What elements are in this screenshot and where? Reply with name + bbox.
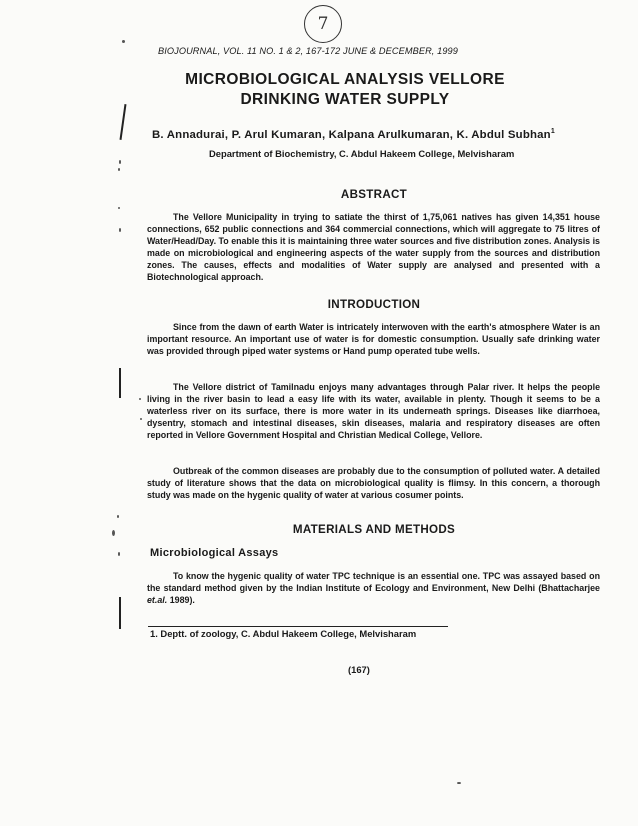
methods-subheading: Microbiological Assays [150, 547, 279, 559]
scan-speck [112, 530, 115, 536]
margin-mark [119, 597, 121, 629]
introduction-paragraph-1: Since from the dawn of earth Water is intricately interwoven with the earth's atmosphere Water is an important resource. An important use of water is for domestic consumption. Usually safe drinking water was provided through piped water systems or Hand pump operated tube wells. [147, 322, 600, 356]
scan-speck [118, 207, 120, 209]
journal-citation: BIOJOURNAL, VOL. 11 NO. 1 & 2, 167-172 JUNE & DECEMBER, 1999 [158, 46, 458, 56]
footnote: 1. Deptt. of zoology, C. Abdul Hakeem College, Melvisharam [150, 628, 417, 639]
methods-text-start: To know the hygenic quality of water TPC technique is an essential one. TPC was assayed based on the standard method given by the Indian Institute of Ecology and Environment, New Delhi (Bhattacharjee [147, 571, 600, 593]
affiliation: Department of Biochemistry, C. Abdul Hakeem College, Melvisharam [209, 148, 515, 159]
footnote-rule [148, 626, 448, 627]
author-list [152, 128, 555, 141]
methods-citation-etal: et.al. [147, 595, 168, 605]
abstract-heading: ABSTRACT [340, 188, 408, 201]
title-line-1: MICROBIOLOGICAL ANALYSIS VELLORE [185, 71, 505, 88]
author-footnote-mark: 1 [550, 128, 555, 135]
methods-heading: MATERIALS AND METHODS [292, 523, 456, 536]
scan-speck [457, 782, 461, 784]
margin-mark [120, 104, 127, 140]
scan-speck [122, 40, 125, 43]
introduction-heading: INTRODUCTION [327, 298, 421, 311]
scan-speck [140, 418, 142, 420]
introduction-paragraph-2: The Vellore district of Tamilnadu enjoys many advantages through Palar river. It helps the people living in the river basin to lead a easy life with its water, available in plenty. Though it seems to be a waterless river on its surface, there is more water in its underneath springs. Diseases like diarrhoea, dysentry, stomach and intestinal diseases, skin diseases, malaria and respiratory diseases are often reported in Vellore Government Hospital and Christian Medical College, Vellore. [147, 382, 600, 440]
scan-speck [117, 515, 119, 518]
abstract-text: The Vellore Municipality in trying to satiate the thirst of 1,75,061 natives has given 14,351 house connections, 652 public connections and 364 commercial connections, which will aggregate to 75 litres of Water/Head/Day. To enable this it is maintaining three water sources and five distribution zones. Analysis is made on microbiological and engineering aspects of the water supply from the sources and distribution zones. The causes, effects and modalities of Water supply are analysed and presented with a Biotechnological approach. [147, 212, 600, 282]
scan-speck [118, 552, 120, 556]
title-line-2: DRINKING WATER SUPPLY [240, 91, 450, 108]
page-number: (167) [348, 664, 370, 675]
scan-speck [119, 160, 121, 164]
scan-speck [118, 168, 120, 171]
circled-page-mark: 7 [304, 5, 342, 43]
scan-speck [139, 398, 141, 400]
introduction-paragraph-3: Outbreak of the common diseases are probably due to the consumption of polluted water. A detailed study of literature shows that the data on microbiological quality is flimsy. In this concern, a thorough study was made on the hygenic quality of water at various cosumer points. [147, 466, 600, 500]
methods-paragraph-1 [147, 570, 600, 606]
methods-text-end: 1989). [167, 595, 195, 605]
scan-speck [119, 228, 121, 232]
margin-mark [119, 368, 121, 398]
paper-title [140, 70, 550, 110]
author-names: B. Annadurai, P. Arul Kumaran, Kalpana Arulkumaran, K. Abdul Subhan [152, 128, 551, 141]
